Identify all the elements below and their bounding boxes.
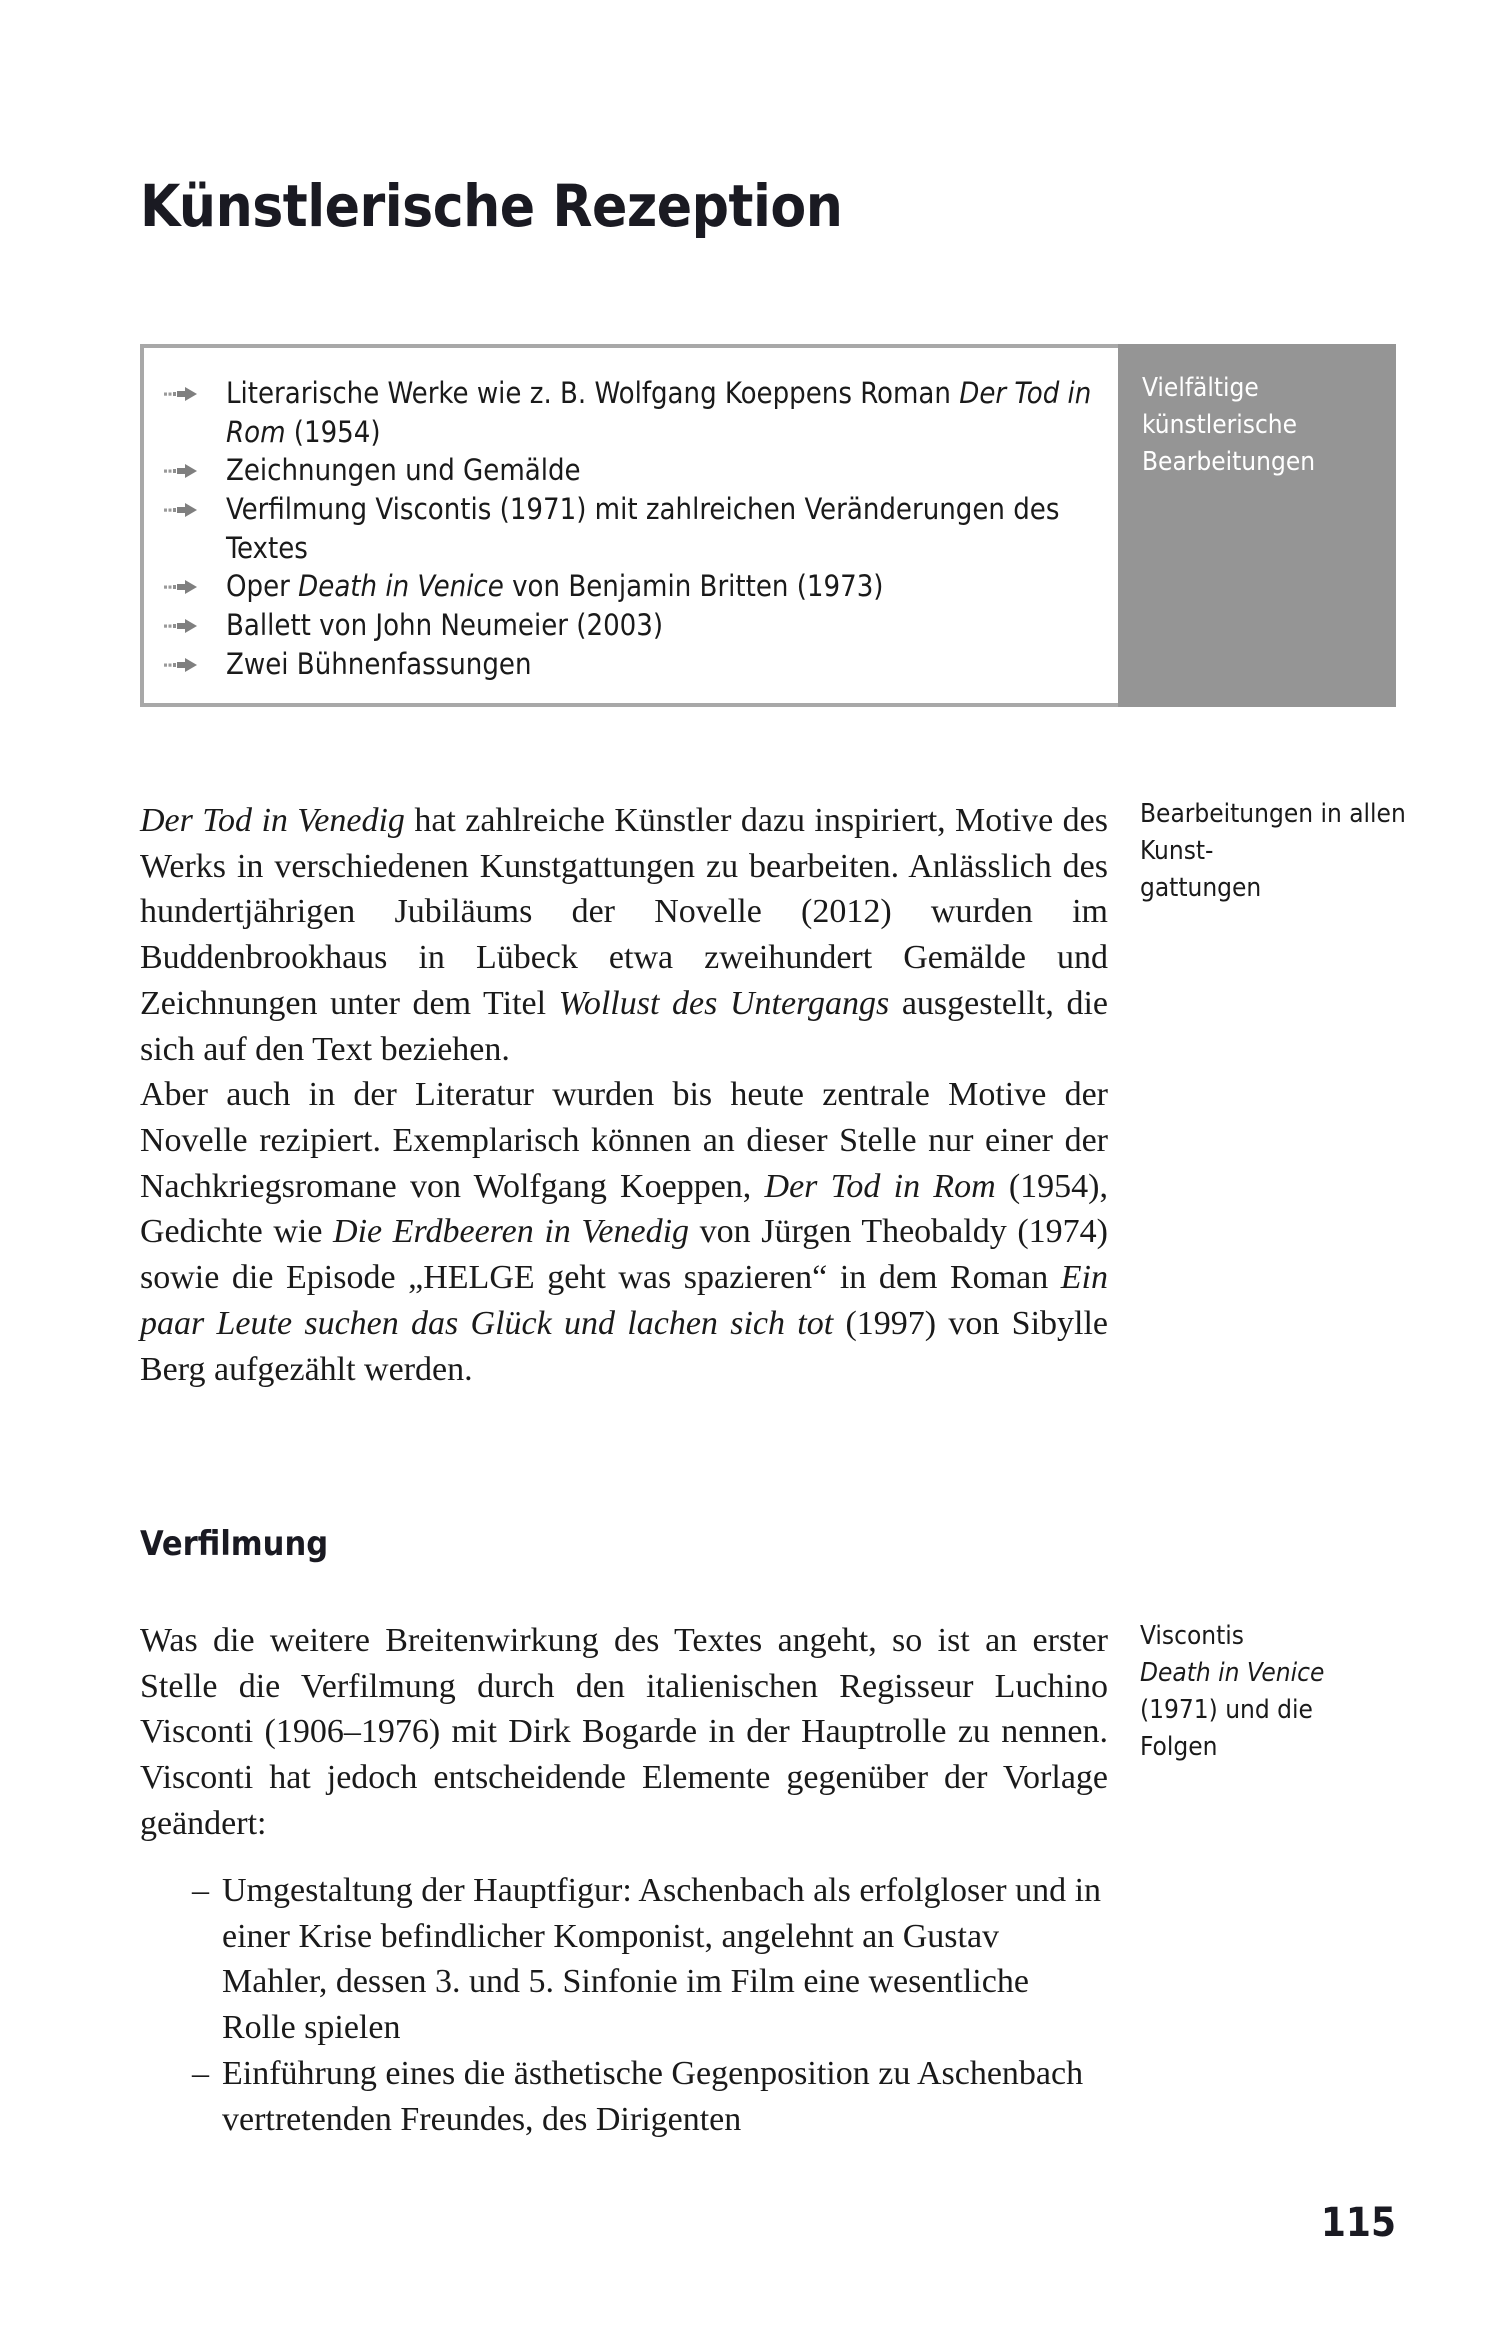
- infobox-bullet-text: Literarische Werke wie z. B. Wolfgang Koeppens Roman Der Tod in Rom (1954): [226, 376, 1092, 449]
- infobox-tag-label: Vielfältige künstlerische Bearbeitungen: [1118, 344, 1396, 707]
- page-number: 115: [1320, 2200, 1396, 2246]
- dashed-arrow-right-icon: [156, 645, 226, 684]
- dash-bullet-mark: –: [192, 1872, 209, 1909]
- dashed-arrow-right-icon: [156, 567, 226, 606]
- page-title: Künstlerische Rezeption: [140, 172, 843, 240]
- infobox-bullet-list: [156, 374, 1108, 684]
- infobox-bullet-item: [156, 645, 1108, 684]
- verfilmung-change-item: [192, 2051, 1108, 2142]
- verfilmung-change-text: Umgestaltung der Hauptfigur: Aschenbach als erfolgloser und in einer Krise befindlicher Komponist, angelehnt an Gustav Mahler, dessen 3. und 5. Sinfonie im Film eine wesentliche Rolle spielen: [222, 1872, 1102, 2047]
- body-paragraph-2: Aber auch in der Literatur wurden bis heute zentrale Motive der Novelle rezipiert. Exemplarisch können an dieser Stelle nur einer der Nachkriegsromane von Wolfgang Koeppen, Der Tod in Rom (1954), Gedichte wie Die Erdbeeren in Venedig von Jürgen Theobaldy (1974) sowie die Episode „HELGE geht was spazieren“ in dem Roman Ein paar Leute suchen das Glück und lachen sich tot (1997) von Sibylle Berg aufgezählt werden.: [140, 1076, 1109, 1388]
- infobox-bullet-text: Oper Death in Venice von Benjamin Britten (1973): [226, 569, 884, 604]
- dash-bullet-mark: –: [192, 2054, 209, 2092]
- dashed-arrow-right-icon: [156, 451, 226, 490]
- infobox-bullet-item: [156, 567, 1108, 606]
- infobox-bullet-item: [156, 490, 1108, 567]
- infobox-bullet-text: Ballett von John Neumeier (2003): [226, 608, 664, 643]
- verfilmung-change-text: Einführung eines die ästhetische Gegenposition zu Aschenbach vertretenden Freundes, des Dirigenten: [222, 2054, 1084, 2138]
- infobox-bullet-item: [156, 374, 1108, 451]
- verfilmung-paragraph: Was die weitere Breitenwirkung des Textes angeht, so ist an erster Stelle die Verfilmung durch den italienischen Regisseur Luchino Visconti (1906–1976) mit Dirk Bogarde in der Hauptrolle zu nennen. Visconti hat jedoch entscheidende Elemente gegenüber der Vorlage geändert:: [140, 1622, 1108, 1842]
- margin-note-kunstgattungen: Bearbeitungen in allen Kunst- gattungen: [1140, 799, 1406, 903]
- body-paragraph-1: Der Tod in Venedig hat zahlreiche Künstler dazu inspiriert, Motive des Werks in verschiedenen Kunstgattungen zu bearbeiten. Anlässlich des hundertjährigen Jubiläums der Novelle (2012) wurden im Buddenbrookhaus in Lübeck etwa zweihundert Gemälde und Zeichnungen unter dem Titel Wollust des Untergangs ausgestellt, die sich auf den Text beziehen.: [140, 802, 1108, 1068]
- highlight-infobox: [140, 344, 1396, 707]
- verfilmung-change-list: [192, 1868, 1108, 2142]
- margin-note-viscontis: Viscontis Death in Venice (1971) und die Folgen: [1140, 1621, 1325, 1762]
- dashed-arrow-right-icon: [156, 374, 226, 413]
- infobox-bullet-panel: [140, 344, 1118, 707]
- infobox-bullet-text: Zwei Bühnenfassungen: [226, 647, 532, 682]
- infobox-bullet-text: Verfilmung Viscontis (1971) mit zahlreichen Veränderungen des Textes: [226, 492, 1060, 565]
- verfilmung-change-item: [192, 1868, 1108, 2051]
- infobox-bullet-item: [156, 606, 1108, 645]
- infobox-bullet-text: Zeichnungen und Gemälde: [226, 453, 581, 488]
- dashed-arrow-right-icon: [156, 606, 226, 645]
- body-paragraph-1-container: [140, 798, 1108, 1392]
- verfilmung-paragraph-container: [140, 1618, 1108, 1847]
- infobox-bullet-item: [156, 451, 1108, 490]
- dashed-arrow-right-icon: [156, 490, 226, 529]
- section-heading-verfilmung: Verfilmung: [140, 1524, 329, 1564]
